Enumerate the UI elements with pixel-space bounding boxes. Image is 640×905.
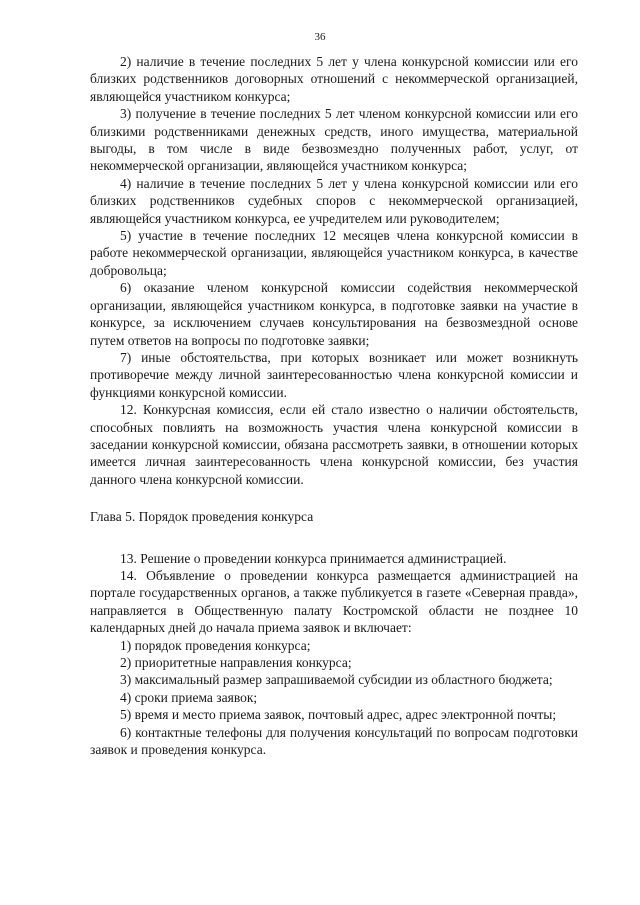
paragraph-item-2: 2) наличие в течение последних 5 лет у члена конкурсной комиссии или его близких родственников договорных отношений с некоммерческой организацией, являющейся участником конкурса; <box>90 54 578 104</box>
paragraph-clause-14: 14. Объявление о проведении конкурса размещается администрацией на портале государственных органов, а также публикуется в газете «Северная правда», направляется в Общественную палату Костромской области не позднее 10 календарных дней до начала приема заявок и включает: <box>90 567 578 636</box>
paragraph-clause-12: 12. Конкурсная комиссия, если ей стало известно о наличии обстоятельств, способных повлиять на возможность участия члена конкурсной комиссии в заседании конкурсной комиссии, обязана рассмотреть заявки, в отношении которых имеется личная заинтересованность члена конкурсной комиссии, без участия данного члена конкурсной комиссии. <box>90 402 578 487</box>
list-item-2: 2) приоритетные направления конкурса; <box>120 655 352 670</box>
list-item-6: 6) контактные телефоны для получения консультаций по вопросам подготовки заявок и проведения конкурса. <box>90 724 578 758</box>
list-item-1: 1) порядок проведения конкурса; <box>120 637 311 653</box>
chapter-heading: Глава 5. Порядок проведения конкурса <box>90 509 314 525</box>
paragraph-item-4: 4) наличие в течение последних 5 лет у члена конкурсной комиссии или его близких родственников судебных споров с некоммерческой организацией, являющейся участником конкурса, ее учредителем или руководителем; <box>90 175 578 226</box>
list-item-3: 3) максимальный размер запрашиваемой субсидии из областного бюджета; <box>120 672 553 688</box>
paragraph-item-3: 3) получение в течение последних 5 лет членом конкурсной комиссии или его близкими родственниками денежных средств, иного имущества, материальной выгоды, в том числе в виде безвозмездно полученных работ, услуг, от некоммерческой организации, являющейся участником конкурса; <box>90 106 578 174</box>
paragraph-item-7: 7) иные обстоятельства, при которых возникает или может возникнуть противоречие между личной заинтересованностью члена конкурсной комиссии и функциями конкурсной комиссии. <box>90 349 578 400</box>
list-item-4: 4) сроки приема заявок; <box>120 689 258 705</box>
paragraph-clause-13: 13. Решение о проведении конкурса принимается администрацией. <box>120 550 507 566</box>
document-body <box>90 53 578 758</box>
page-number: 36 <box>314 31 326 43</box>
paragraph-item-6: 6) оказание членом конкурсной комиссии содействия некоммерческой организации, являющейся участником конкурса, в подготовке заявки на участие в конкурсе, за исключением случаев консультирования на безвозмездной основе путем ответов на вопросы по подготовке заявки; <box>90 280 578 348</box>
paragraph-item-5: 5) участие в течение последних 12 месяцев члена конкурсной комиссии в работе некоммерческой организации, являющейся участником конкурса, в качестве добровольца; <box>90 228 578 278</box>
list-item-5: 5) время и место приема заявок, почтовый адрес, адрес электронной почты; <box>120 707 557 723</box>
